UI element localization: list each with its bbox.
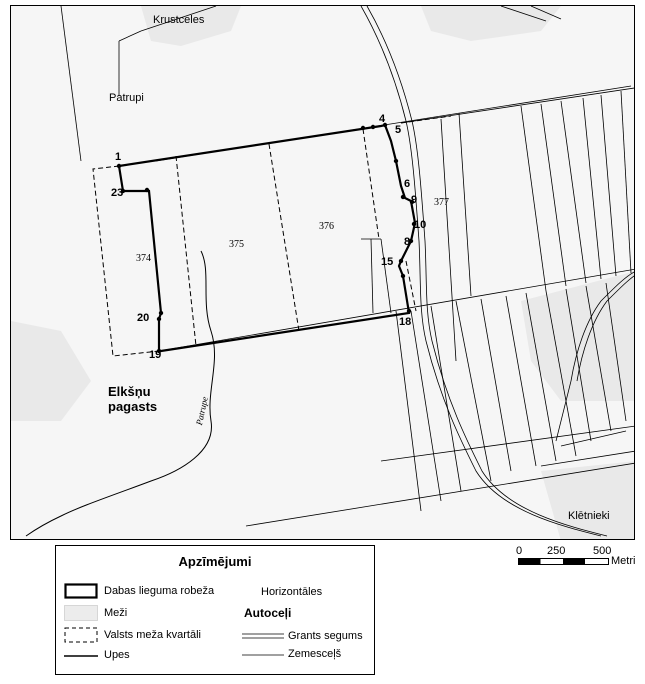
legend-symbol-dirt-road <box>242 652 284 658</box>
point-label-18: 18 <box>399 316 412 328</box>
legend-label-rivers: Upes <box>104 649 130 661</box>
scale-label-mid: 250 <box>547 545 566 557</box>
point-label-15: 15 <box>381 256 394 268</box>
point-label-10: 10 <box>414 219 427 231</box>
quarter-label-376: 376 <box>319 221 334 232</box>
point-label-1: 1 <box>115 151 122 163</box>
place-label-kletnieki: Klētnieki <box>568 510 610 522</box>
scale-label-zero: 0 <box>516 545 523 557</box>
legend-symbol-forest-quarters <box>64 627 98 643</box>
legend-label-reserve-boundary: Dabas lieguma robeža <box>104 585 215 597</box>
parish-label-line2: pagasts <box>108 399 158 414</box>
point-label-8: 8 <box>404 236 411 248</box>
legend-title: Apzīmējumi <box>178 554 252 569</box>
parish-label-line1: Elkšņu <box>108 384 151 399</box>
legend-symbol-rivers <box>64 652 98 660</box>
map-frame <box>10 5 635 540</box>
place-label-krustceles: Krustceles <box>153 14 205 26</box>
legend-label-gravel: Grants segums <box>288 630 363 642</box>
map-graphic <box>11 6 635 540</box>
point-label-23: 23 <box>111 187 124 199</box>
river-label: Patrupe <box>194 395 210 427</box>
point-label-5: 5 <box>395 124 402 136</box>
scale-label-max: 500 <box>593 545 612 557</box>
point-label-4: 4 <box>379 113 386 125</box>
place-label-patrupi: Patrupi <box>109 92 144 104</box>
quarter-label-374: 374 <box>136 253 151 264</box>
scale-bar <box>510 545 645 575</box>
parcel-lines <box>61 6 635 526</box>
legend-label-contours: Horizontāles <box>261 586 323 598</box>
scale-bar-graphic <box>518 558 610 566</box>
legend-label-forests: Meži <box>104 607 128 619</box>
point-label-9: 9 <box>411 194 418 206</box>
legend-label-roads: Autoceļi <box>244 606 292 620</box>
parish-label <box>108 384 157 414</box>
legend-symbol-forests <box>64 605 98 621</box>
legend <box>55 545 375 675</box>
point-label-19: 19 <box>149 349 162 361</box>
quarter-label-375: 375 <box>229 239 244 250</box>
reserve-boundary <box>119 125 418 351</box>
point-label-6: 6 <box>404 178 411 190</box>
legend-symbol-reserve-boundary <box>64 583 98 599</box>
quarter-label-377: 377 <box>434 197 449 208</box>
legend-symbol-gravel-road <box>242 632 284 640</box>
legend-label-forest-quarters: Valsts meža kvartāli <box>104 629 201 641</box>
scale-label-unit: Metri <box>611 555 636 567</box>
legend-label-dirt-road: Zemesceļš <box>288 648 342 660</box>
point-label-20: 20 <box>137 312 150 324</box>
